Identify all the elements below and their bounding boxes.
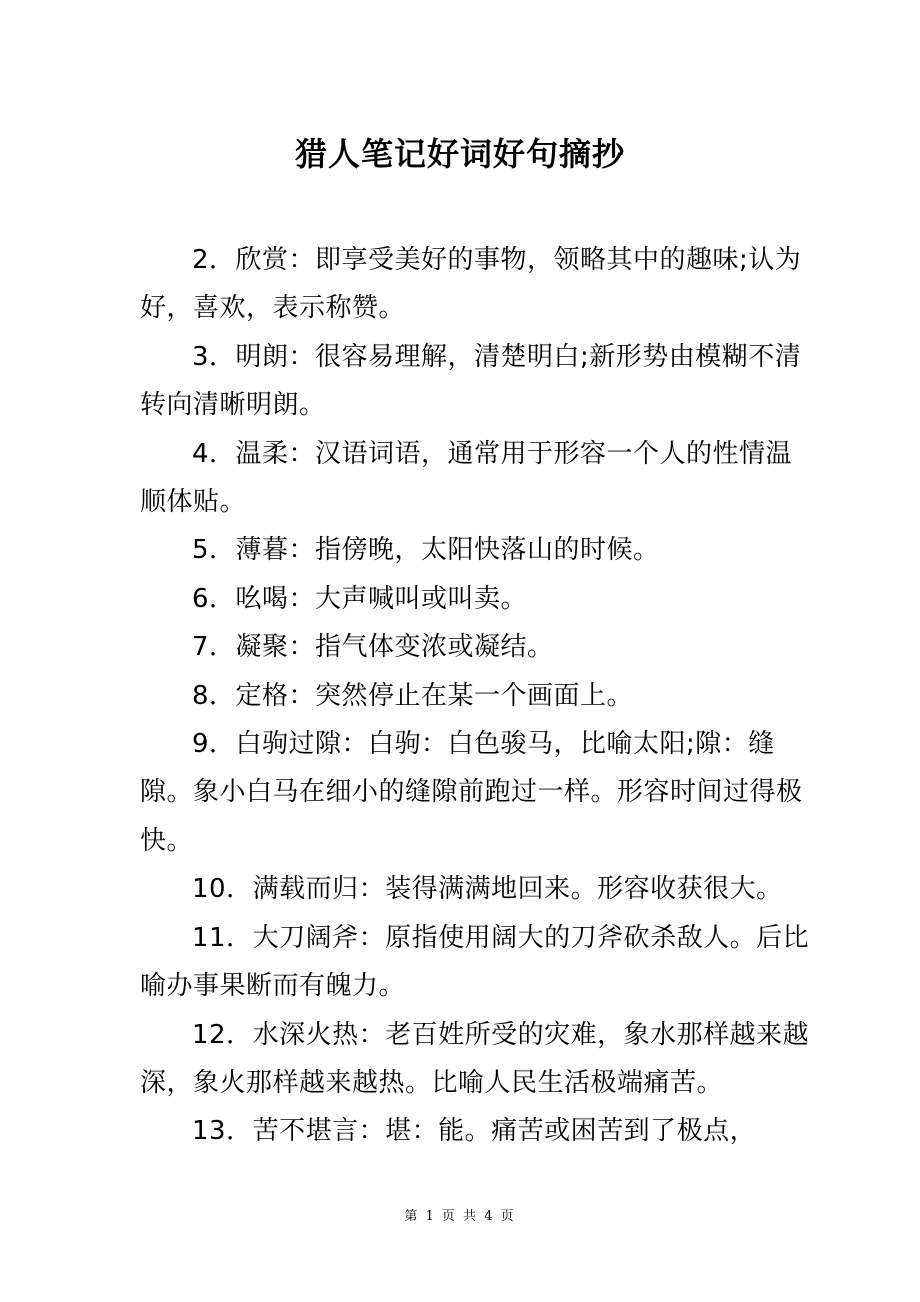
paragraph-item-9: 9．白驹过隙：白驹：白色骏马，比喻太阳;隙：缝隙。象小白马在细小的缝隙前跑过一样。形容时间过得极快。 [140,729,803,856]
paragraph-item-13: 13．苦不堪言：堪：能。痛苦或困苦到了极点， [192,1116,757,1147]
document-body [140,236,810,1156]
paragraph-item-8: 8．定格：突然停止在某一个画面上。 [192,680,634,711]
paragraph-item-12: 12．水深火热：老百姓所受的灾难，象水那样越来越深，象火那样越来越热。比喻人民生活极端痛苦。 [140,1019,810,1098]
page-footer [0,1208,920,1226]
paragraph-item-6: 6．吆喝：大声喊叫或叫卖。 [192,583,528,614]
paragraph-item-4: 4．温柔：汉语词语，通常用于形容一个人的性情温顺体贴。 [140,438,793,518]
page-number-label: 第 1 页 共 4 页 [404,1209,516,1224]
document-title: 猎人笔记好词好句摘抄 [294,135,625,173]
paragraph-item-3: 3．明朗：很容易理解，清楚明白;新形势由模糊不清转向清晰明朗。 [140,341,802,421]
paragraph-item-5: 5．薄暮：指傍晚，太阳快落山的时候。 [192,535,660,566]
paragraph-item-10: 10．满载而归：装得满满地回来。形容收获很大。 [192,874,783,905]
paragraph-item-2: 2．欣赏：即享受美好的事物，领略其中的趣味;认为好，喜欢，表示称赞。 [140,245,802,324]
paragraph-item-7: 7．凝聚：指气体变浓或凝结。 [192,632,554,663]
paragraph-item-11: 11．大刀阔斧：原指使用阔大的刀斧砍杀敌人。后比喻办事果断而有魄力。 [140,922,810,1002]
